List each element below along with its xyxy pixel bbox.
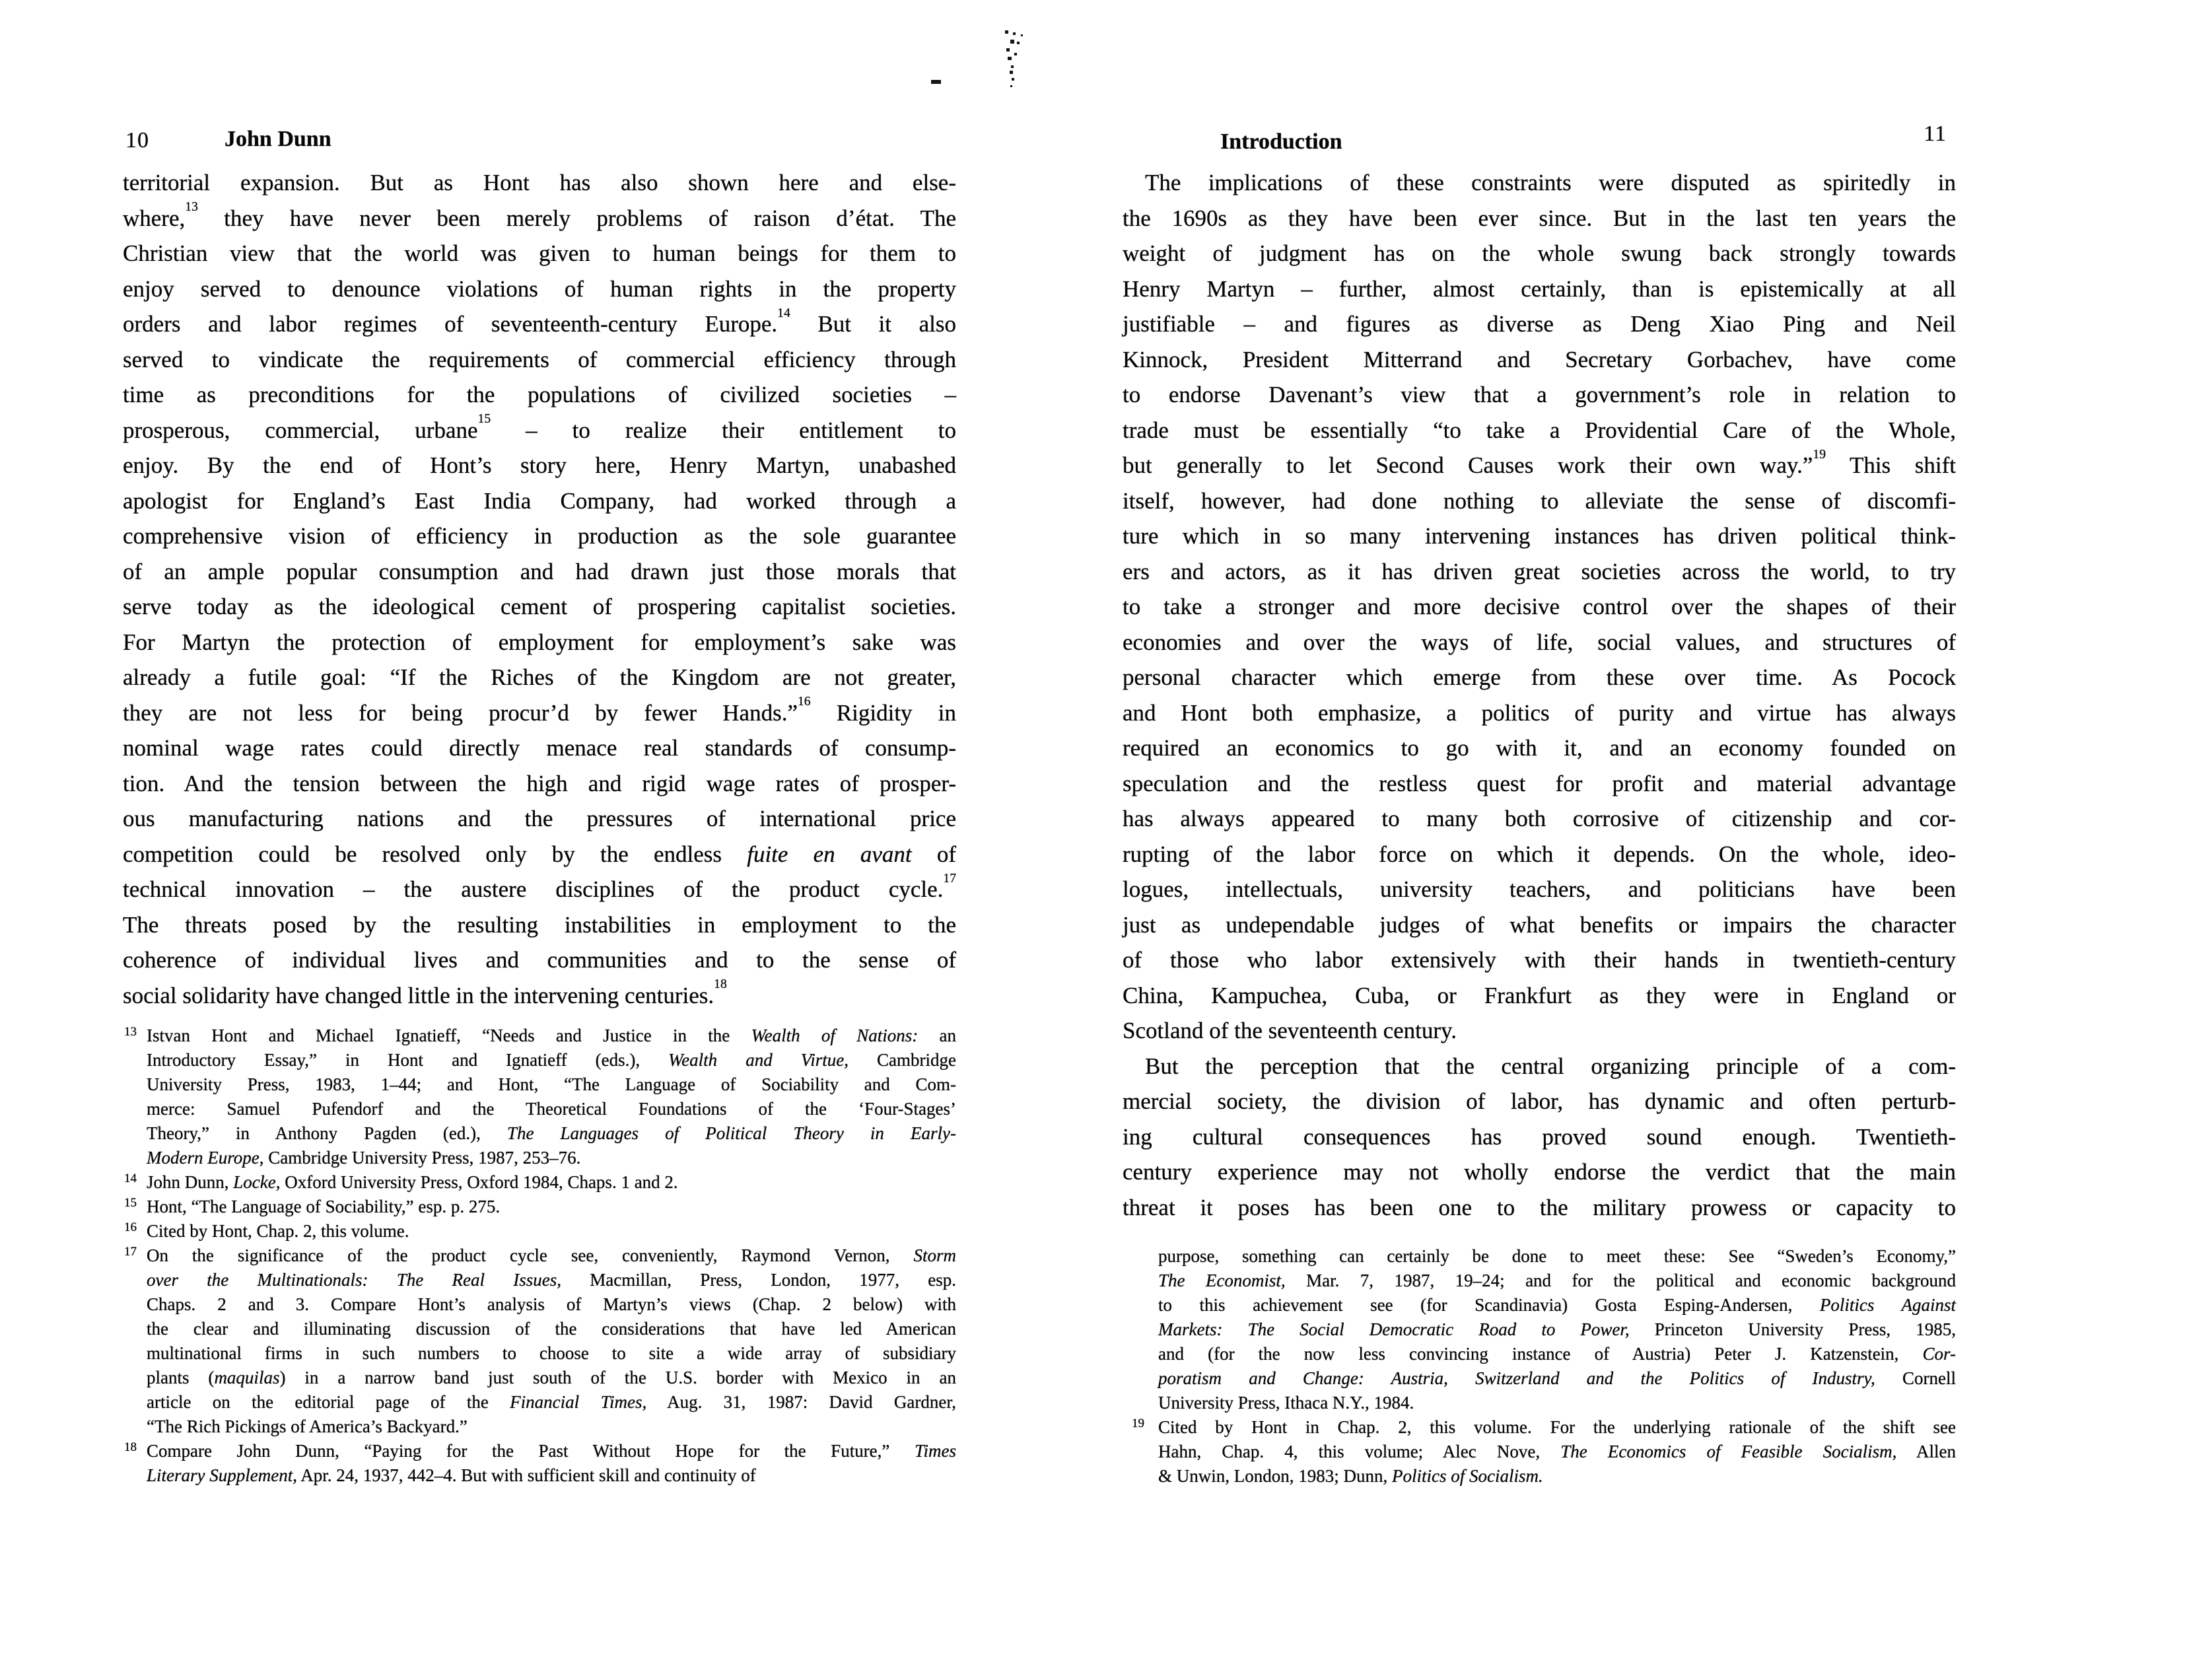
text-line: Chaps. 2 and 3. Compare Hont’s analysis of Martyn’s views (Chap. 2 below) with (147, 1294, 956, 1314)
scan-noise-dot (1006, 48, 1010, 52)
text-line: required an economics to go with it, and an economy founded on (1123, 735, 1956, 761)
text-line: China, Kampuchea, Cuba, or Frankfurt as they were in England or (1123, 982, 1956, 1008)
text-line: technical innovation – the austere disciplines of the product cycle.$^{17}$ (123, 871, 956, 902)
footnote-ref: 14 (777, 306, 790, 320)
text-line: over the Multinationals: The Real Issues, Macmillan, Press, London, 1977, esp. (147, 1270, 956, 1290)
footnote-number: 19 (1132, 1417, 1144, 1430)
text-line: time as preconditions for the populations of civilized societies – (123, 382, 956, 407)
page-right-header (1123, 124, 1956, 156)
text-line: of an ample popular consumption and had drawn just those morals that (123, 558, 956, 584)
text-line: enjoy. By the end of Hont’s story here, Henry Martyn, unabashed (123, 452, 956, 478)
text-line: purpose, something can certainly be done to meet these: See “Sweden’s Economy,” (1158, 1246, 1956, 1266)
text-line: of those who labor extensively with their hands in twentieth-century (1123, 947, 1956, 973)
footnote-19 (1123, 1415, 1956, 1488)
text-line: the 1690s as they have been ever since. But in the last ten years the (1123, 205, 1956, 231)
text-line: logues, intellectuals, university teachers, and politicians have been (1123, 876, 1956, 902)
page-left (123, 0, 956, 1680)
text-line: and Hont both emphasize, a politics of purity and virtue has always (1123, 699, 1956, 726)
text-line: apologist for England’s East India Company, had worked through a (123, 487, 956, 514)
text-line: Christian view that the world was given to human beings for them to (123, 240, 956, 266)
scan-noise-dot (1017, 42, 1020, 44)
text-line: ers and actors, as it has driven great societies across the world, to try (1123, 558, 1956, 584)
text-line: Theory,” in Anthony Pagden (ed.), The Languages of Political Theory in Early- (147, 1123, 956, 1143)
text-line: Compare John Dunn, “Paying for the Past Without Hope for the Future,” Times (147, 1441, 956, 1461)
text-line: threat it poses has been one to the military prowess or capacity to (1123, 1194, 1956, 1220)
footnotes-right (1123, 1244, 1956, 1488)
footnote-number: 13 (124, 1025, 137, 1039)
body-text-right (1123, 165, 1956, 1225)
page-number-left: 10 (125, 128, 149, 153)
text-line: but generally to let Second Causes work their own way.”$^{19}$ This shift (1123, 447, 1956, 478)
footnote-17 (123, 1243, 956, 1439)
text-line: enjoy served to denounce violations of human rights in the property (123, 275, 956, 302)
scan-noise-dot (1008, 57, 1012, 60)
text-line: the clear and illuminating discussion of the considerations that have led American (147, 1319, 956, 1339)
footnote-number: 15 (124, 1196, 137, 1210)
text-line: merce: Samuel Pufendorf and the Theoretical Foundations of the ‘Four-Stages’ (147, 1099, 956, 1119)
text-line: personal character which emerge from these over time. As Pocock (1123, 664, 1956, 690)
scan-noise-dot (1010, 85, 1012, 87)
text-line: ture which in so many intervening instances has driven political think- (1123, 523, 1956, 549)
body-text-left (123, 165, 956, 1013)
text-line: Hahn, Chap. 4, this volume; Alec Nove, The Economics of Feasible Socialism, Allen (1158, 1442, 1957, 1461)
text-line: ing cultural consequences has proved sound enough. Twentieth- (1123, 1123, 1956, 1150)
text-line: For Martyn the protection of employment for employment’s sake was (123, 629, 956, 655)
text-line: The Economist, Mar. 7, 1987, 19–24; and for the political and economic background (1158, 1271, 1956, 1290)
footnote-number: 16 (124, 1220, 137, 1234)
text-line: Modern Europe, Cambridge University Press, 1987, 253–76. (147, 1148, 581, 1168)
text-line: Introductory Essay,” in Hont and Ignatieff (eds.), Wealth and Virtue, Cambridge (147, 1050, 956, 1070)
footnote-ref: 19 (1813, 447, 1826, 462)
text-line: already a futile goal: “If the Riches of the Kingdom are not greater, (123, 664, 956, 690)
footnote-continuation (1123, 1244, 1956, 1415)
text-line: where,$^{13}$ they have never been merely problems of raison d’état. The (123, 200, 956, 231)
footnote-18 (123, 1439, 956, 1488)
page-right (1123, 0, 1956, 1680)
text-line: they are not less for being procur’d by fewer Hands.”$^{16}$ Rigidity in (123, 695, 956, 726)
text-line: serve today as the ideological cement of prospering capitalist societies. (123, 594, 956, 619)
scan-noise-dot (1010, 40, 1014, 44)
text-line: nominal wage rates could directly menace real standards of consump- (123, 735, 956, 761)
scan-noise-dot (1012, 78, 1014, 81)
footnote-ref: 18 (714, 977, 727, 992)
text-line: Literary Supplement, Apr. 24, 1937, 442–4. But with sufficient skill and continuity of (147, 1465, 756, 1485)
text-line: article on the editorial page of the Financial Times, Aug. 31, 1987: David Gardner, (147, 1392, 956, 1412)
text-line: Kinnock, President Mitterrand and Secretary Gorbachev, have come (1123, 346, 1956, 372)
footnote-number: 14 (124, 1172, 137, 1185)
text-line: trade must be essentially “to take a Providential Care of the Whole, (1123, 417, 1956, 443)
text-line: just as undependable judges of what benefits or impairs the character (1123, 911, 1956, 938)
text-line: multinational firms in such numbers to choose to site a wide array of subsidiary (147, 1343, 956, 1363)
text-line: century experience may not wholly endorse the verdict that the main (1123, 1159, 1956, 1185)
footnote-ref: 17 (943, 871, 956, 886)
text-line: Cited by Hont, Chap. 2, this volume. (147, 1221, 409, 1241)
scan-noise-dot (1005, 30, 1008, 34)
text-line: John Dunn, Locke, Oxford University Press, Oxford 1984, Chaps. 1 and 2. (147, 1172, 678, 1192)
footnote-13 (123, 1024, 956, 1170)
text-line: Istvan Hont and Michael Ignatieff, “Needs and Justice in the Wealth of Nations: an (147, 1026, 957, 1045)
text-line: comprehensive vision of efficiency in production as the sole guarantee (123, 523, 956, 549)
footnote-number: 18 (124, 1440, 137, 1454)
page-number-right: 11 (1924, 122, 1947, 146)
text-line: poratism and Change: Austria, Switzerland and the Politics of Industry, Cornell (1158, 1368, 1956, 1388)
text-line: competition could be resolved only by the endless fuite en avant of (123, 841, 957, 867)
text-line: plants (maquilas) in a narrow band just south of the U.S. border with Mexico in an (147, 1368, 956, 1387)
text-line: social solidarity have changed little in the intervening centuries.$^{18}$ (123, 977, 727, 1008)
text-line: served to vindicate the requirements of commercial efficiency through (123, 346, 956, 372)
footnote-14 (123, 1170, 956, 1195)
text-line: The implications of these constraints were disputed as spiritedly in (1145, 170, 1956, 195)
text-line: The threats posed by the resulting instabilities in employment to the (123, 911, 956, 938)
text-line: Markets: The Social Democratic Road to Power, Princeton University Press, 1985, (1158, 1319, 1956, 1339)
text-line: “The Rich Pickings of America’s Backyard.” (147, 1417, 468, 1436)
text-line: Cited by Hont in Chap. 2, this volume. For the underlying rationale of the shift see (1158, 1417, 1956, 1437)
text-line: But the perception that the central organizing principle of a com- (1145, 1053, 1956, 1079)
scan-noise-dot (1010, 71, 1013, 74)
text-line: & Unwin, London, 1983; Dunn, Politics of Socialism. (1158, 1466, 1543, 1486)
running-head-right: Introduction (1220, 129, 1342, 154)
text-line: speculation and the restless quest for profit and material advantage (1123, 770, 1956, 796)
text-line: ous manufacturing nations and the pressures of international price (123, 806, 956, 831)
footnotes-left (123, 1024, 956, 1488)
footnote-ref: 16 (797, 695, 811, 709)
scan-noise-dot (1011, 65, 1014, 68)
text-line: has always appeared to many both corrosive of citizenship and cor- (1123, 806, 1956, 831)
text-line: itself, however, had done nothing to alleviate the sense of discomfi- (1123, 487, 1956, 514)
page-left-header (123, 124, 956, 156)
scan-noise-dot (1014, 53, 1017, 55)
footnote-15 (123, 1195, 956, 1219)
text-line: mercial society, the division of labor, has dynamic and often perturb- (1123, 1088, 1956, 1114)
text-line: to endorse Davenant’s view that a government’s role in relation to (1123, 382, 1956, 407)
text-line: Hont, “The Language of Sociability,” esp. p. 275. (147, 1197, 501, 1216)
text-line: to take a stronger and more decisive control over the shapes of their (1123, 594, 1956, 619)
text-line: economies and over the ways of life, social values, and structures of (1123, 629, 1956, 655)
text-line: On the significance of the product cycle see, conveniently, Raymond Vernon, Storm (147, 1245, 956, 1265)
text-line: orders and labor regimes of seventeenth-century Europe.$^{14}$ But it also (123, 306, 956, 337)
text-line: to this achievement see (for Scandinavia) Gosta Esping-Andersen, Politics Against (1158, 1295, 1956, 1315)
footnote-number: 17 (124, 1245, 137, 1259)
running-head-left: John Dunn (225, 127, 331, 151)
footnote-16 (123, 1219, 956, 1243)
text-line: and (for the now less convincing instance of Austria) Peter J. Katzenstein, Cor- (1158, 1344, 1956, 1364)
text-line: rupting of the labor force on which it depends. On the whole, ideo- (1123, 841, 1956, 867)
text-line: University Press, 1983, 1–44; and Hont, “The Language of Sociability and Com- (147, 1074, 956, 1094)
text-line: tion. And the tension between the high and rigid wage rates of prosper- (123, 770, 956, 796)
footnote-ref: 13 (185, 200, 198, 215)
scan-noise-dot (1013, 32, 1016, 35)
text-line: coherence of individual lives and communities and to the sense of (123, 947, 956, 973)
scan-noise-dot (1021, 34, 1023, 36)
text-line: weight of judgment has on the whole swung back strongly towards (1123, 240, 1956, 266)
text-line: University Press, Ithaca N.Y., 1984. (1158, 1393, 1414, 1413)
text-line: territorial expansion. But as Hont has also shown here and else- (123, 170, 956, 195)
text-line: prosperous, commercial, urbane$^{15}$ – to realize their entitlement to (123, 412, 956, 443)
text-line: Scotland of the seventeenth century. (1123, 1018, 1457, 1043)
text-line: Henry Martyn – further, almost certainly, than is epistemically at all (1123, 275, 1956, 302)
footnote-ref: 15 (477, 412, 491, 427)
text-line: justifiable – and figures as diverse as Deng Xiao Ping and Neil (1123, 311, 1956, 337)
